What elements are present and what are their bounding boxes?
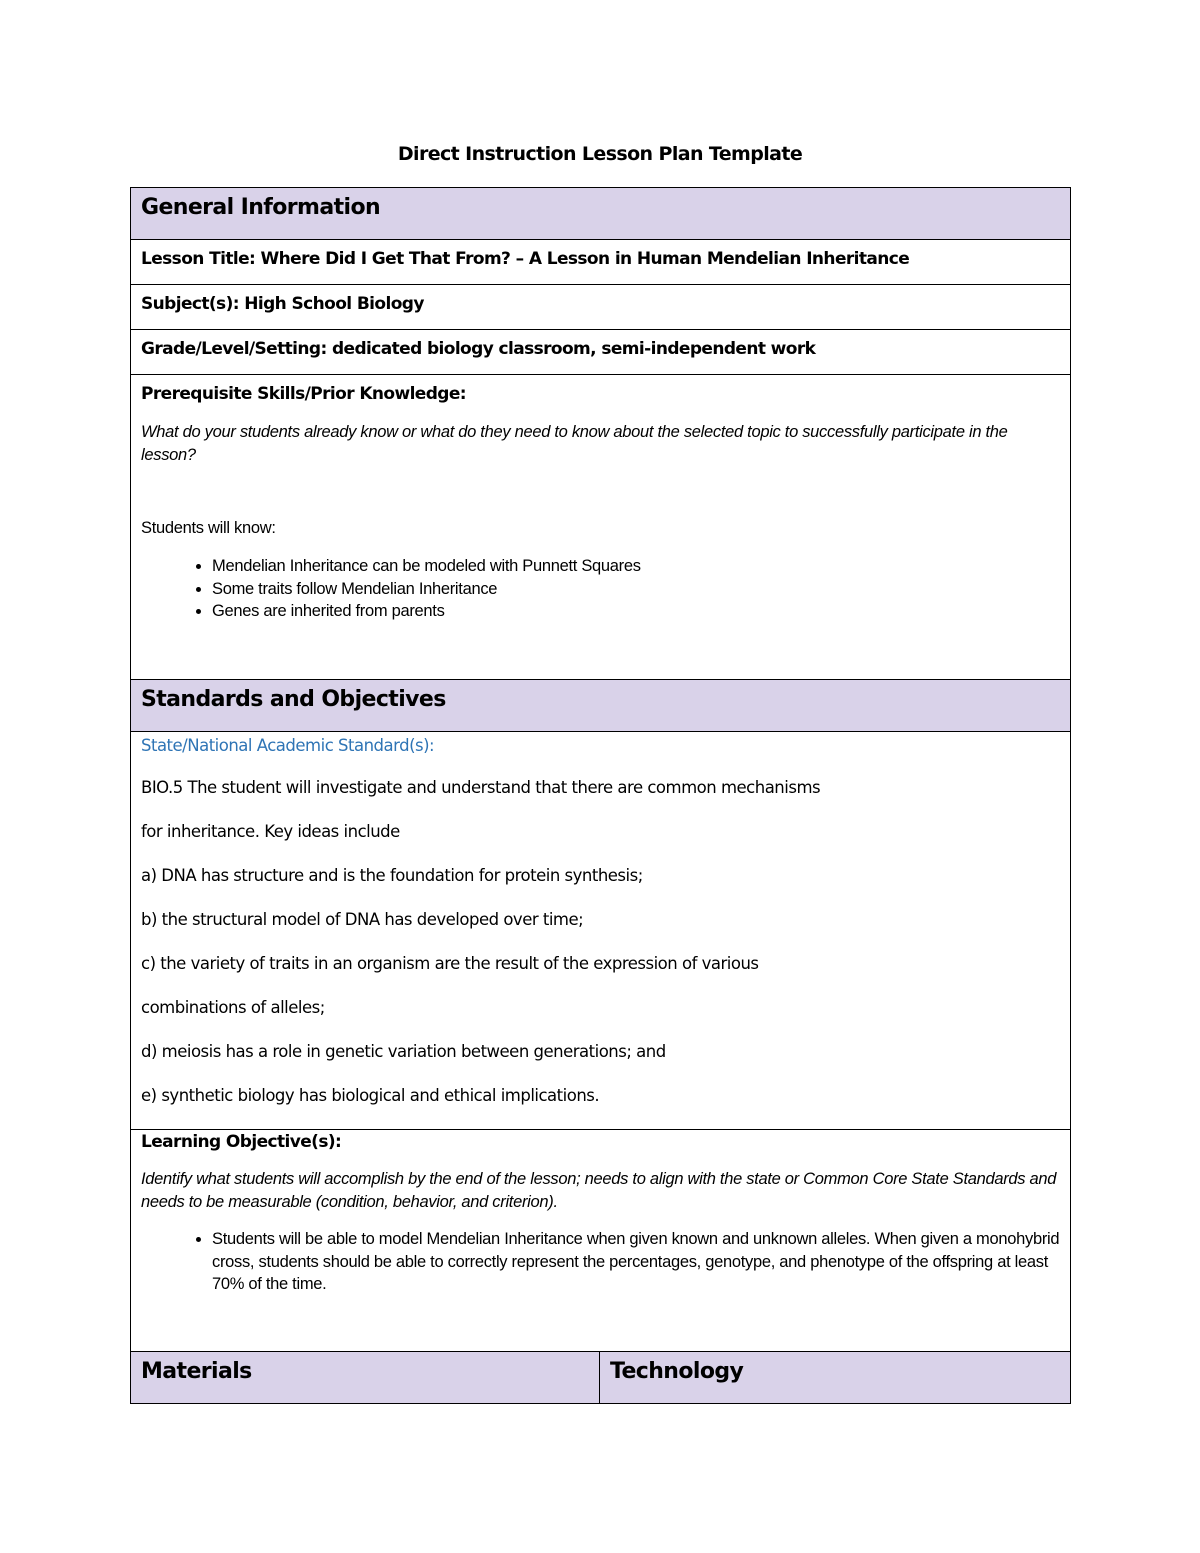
subjects-cell — [131, 285, 1071, 330]
grade-level-setting-row — [131, 330, 1071, 375]
grade-level-setting: Grade/Level/Setting: dedicated biology classroom, semi-independent work — [141, 339, 816, 359]
technology-header — [600, 1352, 1071, 1404]
prerequisite-row — [131, 375, 1071, 680]
learning-objectives-prompt: Identify what students will accomplish by the end of the lesson; needs to align with the state or Common Core State Standards and needs to be measurable (condition, behavior, and criterion). — [141, 1170, 1057, 1211]
prerequisite-label: Prerequisite Skills/Prior Knowledge: — [141, 384, 466, 404]
materials-header — [131, 1352, 600, 1404]
objectives-list — [141, 1228, 1060, 1296]
standard-line: d) meiosis has a role in genetic variation between generations; and — [141, 1042, 666, 1061]
section-title: Standards and Objectives — [141, 687, 446, 712]
learning-objectives-cell — [131, 1130, 1071, 1352]
document-title: Direct Instruction Lesson Plan Template — [397, 143, 803, 165]
list-item: • Some traits follow Mendelian Inheritance — [212, 578, 1060, 601]
lesson-plan-table — [130, 187, 1071, 1404]
knowledge-list — [141, 555, 1060, 623]
learning-objectives-label: Learning Objective(s): — [141, 1132, 342, 1152]
section-title: Materials — [141, 1359, 252, 1384]
standard-line: e) synthetic biology has biological and ethical implications. — [141, 1086, 600, 1105]
standards-objectives-header-row — [131, 680, 1071, 732]
general-information-header — [131, 188, 1071, 240]
subjects: Subject(s): High School Biology — [141, 294, 424, 314]
standard-line: for inheritance. Key ideas include — [141, 822, 400, 841]
list-item: • Genes are inherited from parents — [212, 600, 1060, 623]
list-item: • Students will be able to model Mendelian Inheritance when given known and unknown alleles. When given a monohybrid cross, students should be able to correctly represent the percentages, genotype, and phenotype of the offspring at least 70% of the time. — [212, 1228, 1060, 1296]
standard-line: c) the variety of traits in an organism are the result of the expression of various — [141, 954, 759, 973]
lesson-title: Lesson Title: Where Did I Get That From? – A Lesson in Human Mendelian Inheritance — [141, 249, 910, 269]
standards-row — [131, 732, 1071, 1130]
standards-cell — [131, 732, 1071, 1130]
standard-line: combinations of alleles; — [141, 998, 325, 1017]
learning-objectives-row — [131, 1130, 1071, 1352]
students-will-know-label: Students will know: — [141, 519, 276, 537]
prerequisite-cell — [131, 375, 1071, 680]
general-information-header-row — [131, 188, 1071, 240]
lesson-title-cell — [131, 240, 1071, 285]
section-title: General Information — [141, 195, 381, 220]
section-title: Technology — [610, 1359, 744, 1384]
standard-line: a) DNA has structure and is the foundation for protein synthesis; — [141, 866, 643, 885]
lesson-title-row — [131, 240, 1071, 285]
standards-objectives-header — [131, 680, 1071, 732]
standard-line: BIO.5 The student will investigate and understand that there are common mechanisms — [141, 778, 821, 797]
standard-line: b) the structural model of DNA has developed over time; — [141, 910, 584, 929]
materials-technology-header-row — [131, 1352, 1071, 1404]
subjects-row — [131, 285, 1071, 330]
grade-level-setting-cell — [131, 330, 1071, 375]
list-item: • Mendelian Inheritance can be modeled with Punnett Squares — [212, 555, 1060, 578]
standards-label: State/National Academic Standard(s): — [141, 736, 435, 755]
prerequisite-prompt: What do your students already know or what do they need to know about the selected topic to successfully participate in the lesson? — [141, 423, 1008, 464]
